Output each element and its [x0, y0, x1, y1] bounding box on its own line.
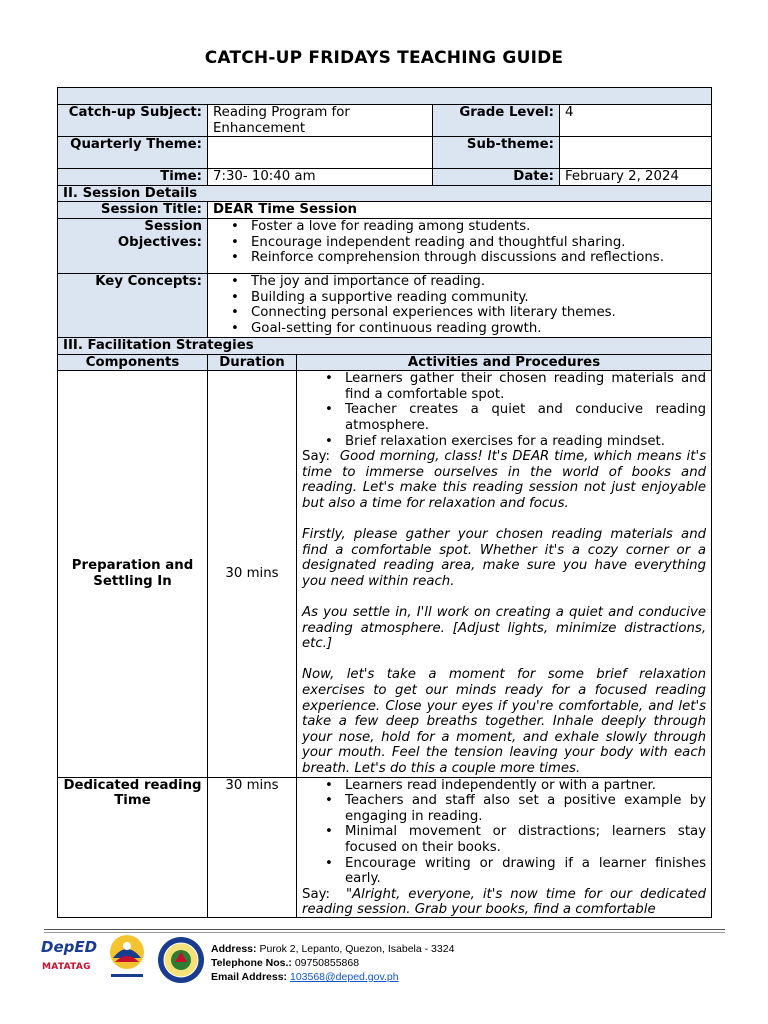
address-value: Purok 2, Lepanto, Quezon, Isabela - 3324	[259, 943, 455, 955]
deped-logo-text: DepED	[41, 938, 98, 956]
quarterly-value	[208, 137, 433, 169]
email-link[interactable]: 103568@deped.gov.ph	[289, 971, 399, 983]
subject-label: Catch-up Subject:	[58, 105, 208, 137]
concepts-list	[208, 274, 706, 336]
facilitation-header: III. Facilitation Strategies	[58, 337, 712, 354]
concepts-row	[58, 273, 712, 337]
duration-cell: 30 mins	[208, 777, 297, 917]
time-row	[58, 169, 712, 186]
time-value: 7:30- 10:40 am	[208, 169, 433, 186]
list-item: • Connecting personal experiences with literary themes.	[251, 305, 706, 321]
activities-cell	[297, 777, 712, 917]
activity-bullets	[302, 371, 706, 449]
activity-bullets	[302, 778, 706, 887]
session-title-row	[58, 202, 712, 219]
col-activities: Activities and Procedures	[297, 354, 712, 371]
footer-divider	[44, 929, 725, 930]
quarterly-row	[58, 137, 712, 169]
grade-label: Grade Level:	[433, 105, 560, 137]
subject-row	[58, 105, 712, 137]
contact-info	[211, 942, 454, 984]
matatag-logo-text: MATATAG	[42, 962, 91, 972]
list-item: • Minimal movement or distractions; learners stay focused on their books.	[345, 824, 706, 855]
say-paragraph: Say: Good morning, class! It's DEAR time, which means it's time to immerse ourselves in the world of books and reading. Let's make this reading session not just enjoyable but also a time for relaxation and focus.	[302, 449, 707, 511]
session-details-header: II. Session Details	[58, 185, 712, 202]
objectives-label: Session Objectives:	[58, 218, 208, 273]
column-header-row	[58, 354, 712, 371]
list-item: • Reinforce comprehension through discussions and reflections.	[251, 250, 706, 266]
component-cell: Preparation and Settling In	[58, 371, 208, 777]
say-paragraph: As you settle in, I'll work on creating a quiet and conducive reading atmosphere. [Adjust lights, minimize distractions, etc.]	[302, 605, 707, 652]
grade-value: 4	[560, 105, 712, 137]
say-paragraph: Now, let's take a moment for some brief relaxation exercises to get our minds ready for a focused reading experience. Close your eyes if you're comfortable, and let's take a few deep breaths together. Inhale deeply through your nose, hold for a moment, and exhale slowly through your mouth. Feel the tension leaving your body with each breath. Let's do this a couple more times.	[302, 667, 707, 776]
objectives-list	[208, 219, 706, 266]
say-script	[302, 887, 706, 917]
list-item: • Encourage writing or drawing if a learner finishes early.	[345, 856, 706, 887]
say-script	[302, 449, 706, 776]
time-label: Time:	[58, 169, 208, 186]
session-title-value: DEAR Time Session	[208, 202, 712, 219]
concepts-label: Key Concepts:	[58, 273, 208, 337]
list-item: • Teachers and staff also set a positive example by engaging in reading.	[345, 793, 706, 824]
facilitation-header-row	[58, 337, 712, 354]
quarterly-label: Quarterly Theme:	[58, 137, 208, 169]
phone-label: Telephone Nos.:	[211, 957, 292, 969]
activities-clip	[302, 778, 706, 917]
concepts-cell	[208, 273, 712, 337]
phone-line	[211, 956, 454, 970]
phone-value: 09750855868	[294, 957, 360, 969]
email-line	[211, 970, 454, 984]
list-item: • Learners read independently or with a partner.	[345, 778, 706, 794]
session-title-label: Session Title:	[58, 202, 208, 219]
session-header-row	[58, 185, 712, 202]
school-seal-icon	[157, 936, 205, 984]
list-item: • Building a supportive reading community.	[251, 290, 706, 306]
bagong-pilipinas-logo	[103, 932, 151, 982]
say-paragraph: Firstly, please gather your chosen reading materials and find a comfortable spot. Whether it's a cozy corner or a designated reading area, make sure you have everything you need within reach.	[302, 527, 707, 589]
subtheme-value	[560, 137, 712, 169]
activities-cell	[297, 371, 712, 777]
say-paragraph: Say: "Alright, everyone, it's now time for our dedicated reading session. Grab your books, find a comfortable	[302, 886, 707, 917]
document-title: CATCH-UP FRIDAYS TEACHING GUIDE	[204, 48, 564, 68]
subtheme-label: Sub-theme:	[433, 137, 560, 169]
list-item: • Foster a love for reading among students.	[251, 219, 706, 235]
list-item: • Teacher creates a quiet and conducive reading atmosphere.	[345, 402, 706, 433]
list-item: • The joy and importance of reading.	[251, 274, 706, 290]
address-label: Address:	[211, 943, 257, 955]
table-row	[58, 371, 712, 777]
table-row	[58, 777, 712, 917]
list-item: • Brief relaxation exercises for a reading mindset.	[345, 434, 706, 450]
col-duration: Duration	[208, 354, 297, 371]
objectives-cell	[208, 218, 712, 273]
list-item: • Learners gather their chosen reading materials and find a comfortable spot.	[345, 371, 706, 402]
objectives-row	[58, 218, 712, 273]
email-label: Email Address:	[211, 971, 288, 983]
address-line	[211, 942, 454, 956]
col-components: Components	[58, 354, 208, 371]
say-label: Say:	[302, 449, 330, 465]
date-label: Date:	[433, 169, 560, 186]
date-value: February 2, 2024	[560, 169, 712, 186]
subject-value: Reading Program for Enhancement	[208, 105, 433, 137]
top-header-row	[58, 88, 712, 105]
say-label: Say:	[302, 886, 330, 902]
component-cell: Dedicated reading Time	[58, 777, 208, 917]
top-header-cell	[58, 88, 712, 105]
list-item: • Goal-setting for continuous reading growth.	[251, 321, 706, 337]
deped-logo	[41, 938, 98, 982]
teaching-guide-table	[57, 87, 712, 918]
duration-cell: 30 mins	[208, 371, 297, 777]
list-item: • Encourage independent reading and thoughtful sharing.	[251, 235, 706, 251]
